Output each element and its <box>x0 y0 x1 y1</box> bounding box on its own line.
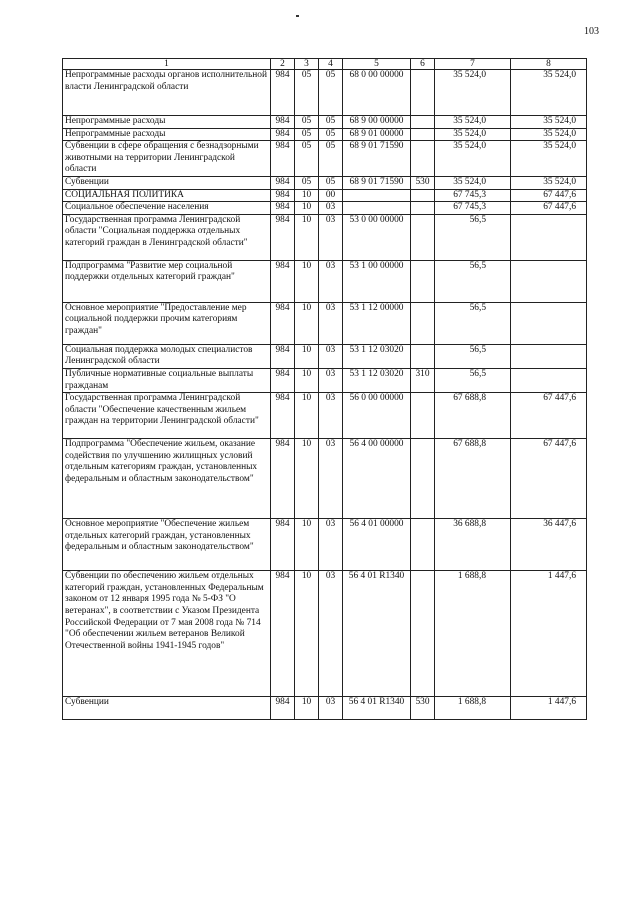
cell-code-2: 984 <box>271 70 295 116</box>
cell-code-4: 03 <box>319 393 343 439</box>
cell-code-5: 53 1 12 00000 <box>343 302 411 344</box>
column-header: 7 <box>435 59 511 70</box>
cell-sum-8 <box>511 260 587 302</box>
cell-sum-7: 35 524,0 <box>435 176 511 189</box>
cell-sum-8: 35 524,0 <box>511 128 587 141</box>
table-row <box>63 344 587 368</box>
cell-code-4: 03 <box>319 202 343 215</box>
cell-code-5: 68 0 00 00000 <box>343 70 411 116</box>
cell-code-4: 05 <box>319 176 343 189</box>
cell-sum-7: 67 688,8 <box>435 439 511 519</box>
table-row <box>63 697 587 720</box>
cell-sum-7: 35 524,0 <box>435 70 511 116</box>
cell-sum-7: 67 688,8 <box>435 393 511 439</box>
cell-code-3: 10 <box>295 519 319 571</box>
table-row <box>63 214 587 260</box>
cell-name: Непрограммные расходы <box>63 116 271 129</box>
cell-code-3: 05 <box>295 116 319 129</box>
cell-sum-8: 67 447,6 <box>511 439 587 519</box>
cell-code-3: 10 <box>295 189 319 202</box>
cell-code-3: 05 <box>295 141 319 177</box>
cell-code-4: 03 <box>319 260 343 302</box>
cell-sum-8: 35 524,0 <box>511 70 587 116</box>
cell-code-2: 984 <box>271 214 295 260</box>
cell-code-4: 05 <box>319 141 343 177</box>
cell-code-2: 984 <box>271 176 295 189</box>
cell-code-5: 68 9 01 00000 <box>343 128 411 141</box>
cell-code-6 <box>411 128 435 141</box>
cell-sum-8 <box>511 214 587 260</box>
cell-code-5: 68 9 01 71590 <box>343 141 411 177</box>
table-row <box>63 128 587 141</box>
cell-code-4: 05 <box>319 116 343 129</box>
cell-code-5: 68 9 01 71590 <box>343 176 411 189</box>
cell-code-3: 05 <box>295 128 319 141</box>
cell-name: Социальное обеспечение населения <box>63 202 271 215</box>
cell-sum-8: 1 447,6 <box>511 571 587 697</box>
cell-code-3: 10 <box>295 344 319 368</box>
table-row <box>63 176 587 189</box>
table-row <box>63 393 587 439</box>
cell-sum-7: 35 524,0 <box>435 116 511 129</box>
cell-code-2: 984 <box>271 697 295 720</box>
cell-code-5: 68 9 00 00000 <box>343 116 411 129</box>
table-row <box>63 368 587 392</box>
cell-sum-8: 67 447,6 <box>511 189 587 202</box>
cell-sum-8: 67 447,6 <box>511 202 587 215</box>
cell-name: Непрограммные расходы органов исполнительной власти Ленинградской области <box>63 70 271 116</box>
cell-code-6: 530 <box>411 697 435 720</box>
cell-code-3: 05 <box>295 70 319 116</box>
cell-code-2: 984 <box>271 202 295 215</box>
cell-name: Публичные нормативные социальные выплаты гражданам <box>63 368 271 392</box>
cell-code-6 <box>411 189 435 202</box>
cell-sum-7: 35 524,0 <box>435 128 511 141</box>
cell-code-5 <box>343 189 411 202</box>
cell-name: Основное мероприятие "Предоставление мер социальной поддержки прочим категориям граждан" <box>63 302 271 344</box>
cell-code-6: 310 <box>411 368 435 392</box>
cell-code-5 <box>343 202 411 215</box>
cell-code-5: 53 1 12 03020 <box>343 368 411 392</box>
cell-code-3: 10 <box>295 368 319 392</box>
cell-sum-7: 56,5 <box>435 344 511 368</box>
cell-code-4: 05 <box>319 128 343 141</box>
cell-code-6 <box>411 202 435 215</box>
cell-code-5: 53 1 00 00000 <box>343 260 411 302</box>
cell-code-3: 10 <box>295 214 319 260</box>
table-body <box>63 70 587 720</box>
cell-sum-8: 67 447,6 <box>511 393 587 439</box>
cell-code-3: 10 <box>295 202 319 215</box>
cell-code-5: 56 4 01 00000 <box>343 519 411 571</box>
cell-code-4: 03 <box>319 519 343 571</box>
cell-code-6 <box>411 141 435 177</box>
cell-code-6 <box>411 439 435 519</box>
cell-name: Непрограммные расходы <box>63 128 271 141</box>
cell-code-2: 984 <box>271 439 295 519</box>
cell-code-6 <box>411 70 435 116</box>
cell-code-3: 10 <box>295 571 319 697</box>
cell-code-2: 984 <box>271 260 295 302</box>
column-header: 2 <box>271 59 295 70</box>
column-header: 4 <box>319 59 343 70</box>
table-row <box>63 260 587 302</box>
cell-code-6: 530 <box>411 176 435 189</box>
cell-code-4: 03 <box>319 697 343 720</box>
cell-code-4: 03 <box>319 368 343 392</box>
cell-code-3: 05 <box>295 176 319 189</box>
cell-name: Государственная программа Ленинградской области "Социальная поддержка отдельных категорий граждан в Ленинградской области" <box>63 214 271 260</box>
cell-sum-7: 67 745,3 <box>435 189 511 202</box>
cell-sum-7: 56,5 <box>435 260 511 302</box>
cell-code-2: 984 <box>271 393 295 439</box>
cell-code-4: 03 <box>319 214 343 260</box>
cell-name: Социальная поддержка молодых специалистов Ленинградской области <box>63 344 271 368</box>
cell-code-2: 984 <box>271 128 295 141</box>
cell-code-4: 03 <box>319 302 343 344</box>
table-row <box>63 571 587 697</box>
cell-sum-8: 35 524,0 <box>511 116 587 129</box>
cell-sum-7: 56,5 <box>435 368 511 392</box>
cell-sum-8 <box>511 368 587 392</box>
cell-code-2: 984 <box>271 141 295 177</box>
scan-speck <box>296 15 299 17</box>
cell-code-4: 05 <box>319 70 343 116</box>
cell-code-5: 56 0 00 00000 <box>343 393 411 439</box>
cell-code-6 <box>411 344 435 368</box>
cell-name: Субвенции в сфере обращения с безнадзорными животными на территории Ленинградской области <box>63 141 271 177</box>
table-row <box>63 141 587 177</box>
cell-name: Основное мероприятие "Обеспечение жильем отдельных категорий граждан, установленных федеральным и областным законодательством" <box>63 519 271 571</box>
page-number: 103 <box>584 26 599 37</box>
cell-sum-7: 56,5 <box>435 302 511 344</box>
cell-code-2: 984 <box>271 116 295 129</box>
cell-code-2: 984 <box>271 344 295 368</box>
cell-sum-8 <box>511 344 587 368</box>
cell-code-5: 53 0 00 00000 <box>343 214 411 260</box>
cell-code-3: 10 <box>295 393 319 439</box>
cell-code-3: 10 <box>295 439 319 519</box>
cell-sum-7: 56,5 <box>435 214 511 260</box>
table-row <box>63 519 587 571</box>
cell-code-4: 03 <box>319 571 343 697</box>
cell-code-4: 00 <box>319 189 343 202</box>
cell-code-2: 984 <box>271 302 295 344</box>
table-row <box>63 202 587 215</box>
cell-code-5: 56 4 00 00000 <box>343 439 411 519</box>
cell-sum-8: 35 524,0 <box>511 176 587 189</box>
cell-sum-7: 35 524,0 <box>435 141 511 177</box>
column-header: 1 <box>63 59 271 70</box>
cell-code-3: 10 <box>295 302 319 344</box>
table-row <box>63 116 587 129</box>
cell-code-5: 56 4 01 R1340 <box>343 697 411 720</box>
cell-code-6 <box>411 302 435 344</box>
cell-code-4: 03 <box>319 439 343 519</box>
cell-code-6 <box>411 214 435 260</box>
header-row <box>63 59 587 70</box>
cell-code-5: 56 4 01 R1340 <box>343 571 411 697</box>
cell-code-6 <box>411 393 435 439</box>
cell-code-4: 03 <box>319 344 343 368</box>
cell-code-6 <box>411 571 435 697</box>
cell-code-5: 53 1 12 03020 <box>343 344 411 368</box>
cell-code-3: 10 <box>295 260 319 302</box>
cell-code-3: 10 <box>295 697 319 720</box>
cell-name: Подпрограмма "Обеспечение жильем, оказание содействия по улучшению жилищных условий отдельным категориям граждан, установленных федеральным и областным законодательством" <box>63 439 271 519</box>
cell-name: Государственная программа Ленинградской области "Обеспечение качественным жильем граждан на территории Ленинградской области" <box>63 393 271 439</box>
column-header: 8 <box>511 59 587 70</box>
table-row <box>63 302 587 344</box>
cell-sum-7: 36 688,8 <box>435 519 511 571</box>
cell-name: Субвенции по обеспечению жильем отдельных категорий граждан, установленных Федеральным законом от 12 января 1995 года № 5-ФЗ "О ветеранах", в соответствии с Указом Президента Российской Федерации от 7 мая 2008 года № 714 "Об обеспечении жильем ветеранов Великой Отечественной войны 1941-1945 годов" <box>63 571 271 697</box>
cell-code-2: 984 <box>271 571 295 697</box>
cell-code-6 <box>411 116 435 129</box>
cell-sum-8: 36 447,6 <box>511 519 587 571</box>
table-row <box>63 70 587 116</box>
cell-code-6 <box>411 260 435 302</box>
cell-sum-8: 35 524,0 <box>511 141 587 177</box>
cell-sum-8 <box>511 302 587 344</box>
table-row <box>63 439 587 519</box>
cell-sum-7: 1 688,8 <box>435 571 511 697</box>
cell-sum-7: 67 745,3 <box>435 202 511 215</box>
cell-code-6 <box>411 519 435 571</box>
cell-code-2: 984 <box>271 519 295 571</box>
cell-sum-8: 1 447,6 <box>511 697 587 720</box>
cell-code-2: 984 <box>271 368 295 392</box>
cell-sum-7: 1 688,8 <box>435 697 511 720</box>
cell-code-2: 984 <box>271 189 295 202</box>
cell-name: Подпрограмма "Развитие мер социальной поддержки отдельных категорий граждан" <box>63 260 271 302</box>
column-header: 6 <box>411 59 435 70</box>
cell-name: Субвенции <box>63 697 271 720</box>
column-header: 5 <box>343 59 411 70</box>
column-header: 3 <box>295 59 319 70</box>
table-row <box>63 189 587 202</box>
budget-table <box>62 58 587 720</box>
cell-name: СОЦИАЛЬНАЯ ПОЛИТИКА <box>63 189 271 202</box>
cell-name: Субвенции <box>63 176 271 189</box>
table-header <box>63 59 587 70</box>
